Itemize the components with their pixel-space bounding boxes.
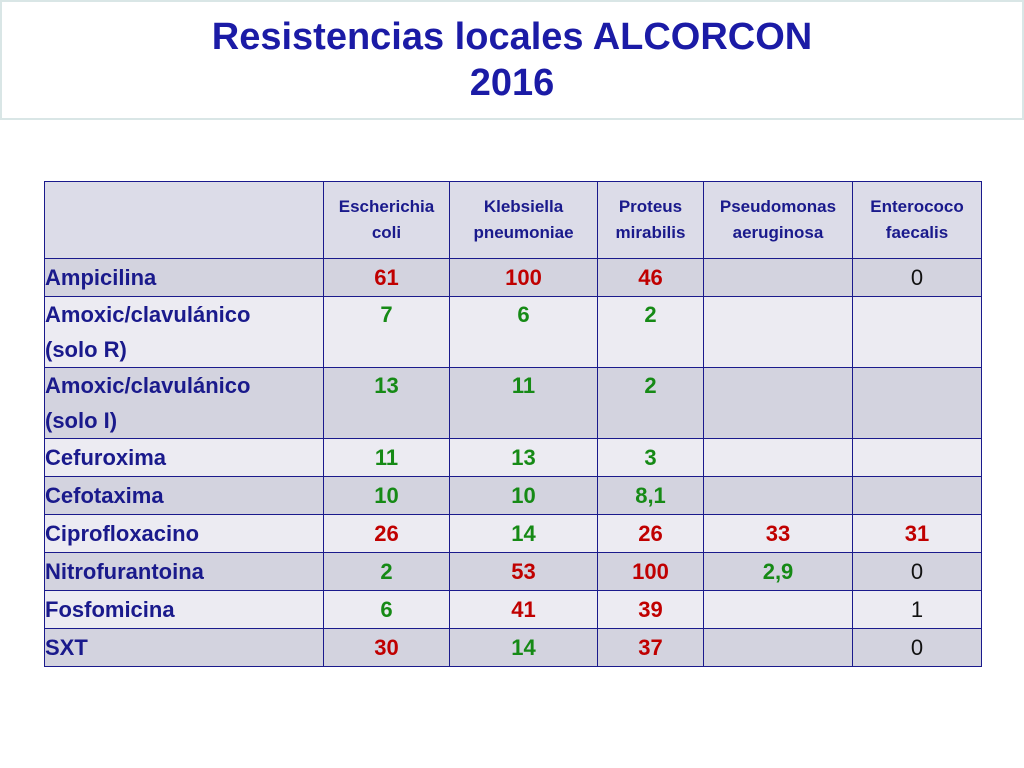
table-cell: 2 [598,368,704,439]
table-cell [704,477,853,515]
table-cell [704,439,853,477]
table-row [45,553,982,591]
table-cell [704,591,853,629]
table-cell: 10 [450,477,598,515]
page-title: Resistencias locales ALCORCON [211,16,813,58]
table-cell: 6 [450,297,598,368]
table-cell: 11 [450,368,598,439]
row-label-line1: Amoxic/clavulánico [45,373,251,398]
table-row [45,259,982,297]
row-label [45,368,324,439]
row-label: SXT [45,629,324,667]
table-cell [853,439,982,477]
column-header-line1: Klebsiella [483,197,564,216]
row-label: Cefuroxima [45,439,324,477]
column-header-line1: Enterococo [870,197,964,216]
column-header-line1: Escherichia [338,197,435,216]
table-cell: 46 [598,259,704,297]
header-corner-cell [45,182,324,259]
table-row [45,515,982,553]
row-label [45,297,324,368]
row-label: Ciprofloxacino [45,515,324,553]
table-cell: 31 [853,515,982,553]
row-label: Cefotaxima [45,477,324,515]
table-cell: 14 [450,515,598,553]
row-label-line2: (solo I) [45,408,118,433]
table-row [45,439,982,477]
table-cell: 2 [324,553,450,591]
table-cell: 39 [598,591,704,629]
table-cell: 8,1 [598,477,704,515]
page-title-year: 2016 [469,62,555,104]
table-cell [704,368,853,439]
table-cell [704,259,853,297]
table-cell: 1 [853,591,982,629]
table-row [45,477,982,515]
table-cell: 13 [450,439,598,477]
table-cell: 13 [324,368,450,439]
column-header-proteus-mirabilis [598,182,704,259]
table-cell: 30 [324,629,450,667]
column-header-line2: aeruginosa [732,223,824,242]
table-cell: 0 [853,259,982,297]
column-header-pseudomonas-aeruginosa [704,182,853,259]
table-cell [704,629,853,667]
table-cell: 11 [324,439,450,477]
row-label: Nitrofurantoina [45,553,324,591]
table-cell: 33 [704,515,853,553]
table-cell: 0 [853,629,982,667]
table-cell: 6 [324,591,450,629]
title-box [0,0,1024,120]
table-cell: 100 [598,553,704,591]
table-cell: 26 [324,515,450,553]
table-cell: 14 [450,629,598,667]
table-cell [853,368,982,439]
table-cell: 3 [598,439,704,477]
table-cell: 10 [324,477,450,515]
table-row [45,368,982,439]
table-cell: 0 [853,553,982,591]
table-cell: 41 [450,591,598,629]
table-header-row [45,182,982,259]
row-label-line2: (solo R) [45,337,127,362]
table-cell: 7 [324,297,450,368]
table-row [45,629,982,667]
column-header-klebsiella-pneumoniae [450,182,598,259]
table-row [45,297,982,368]
column-header-escherichia-coli [324,182,450,259]
table-cell: 26 [598,515,704,553]
table-cell: 100 [450,259,598,297]
row-label: Ampicilina [45,259,324,297]
table-cell: 2,9 [704,553,853,591]
table-row [45,591,982,629]
column-header-line2: faecalis [885,223,949,242]
resistance-table [44,181,982,667]
table-cell [704,297,853,368]
column-header-line2: pneumoniae [473,223,574,242]
table-cell: 37 [598,629,704,667]
table-cell: 53 [450,553,598,591]
table-cell: 61 [324,259,450,297]
column-header-line2: mirabilis [615,223,686,242]
row-label-line1: Amoxic/clavulánico [45,302,251,327]
column-header-line1: Proteus [618,197,683,216]
row-label: Fosfomicina [45,591,324,629]
column-header-line1: Pseudomonas [719,197,837,216]
table-cell [853,297,982,368]
table-cell: 2 [598,297,704,368]
column-header-enterococo-faecalis [853,182,982,259]
column-header-line2: coli [371,223,402,242]
table-cell [853,477,982,515]
